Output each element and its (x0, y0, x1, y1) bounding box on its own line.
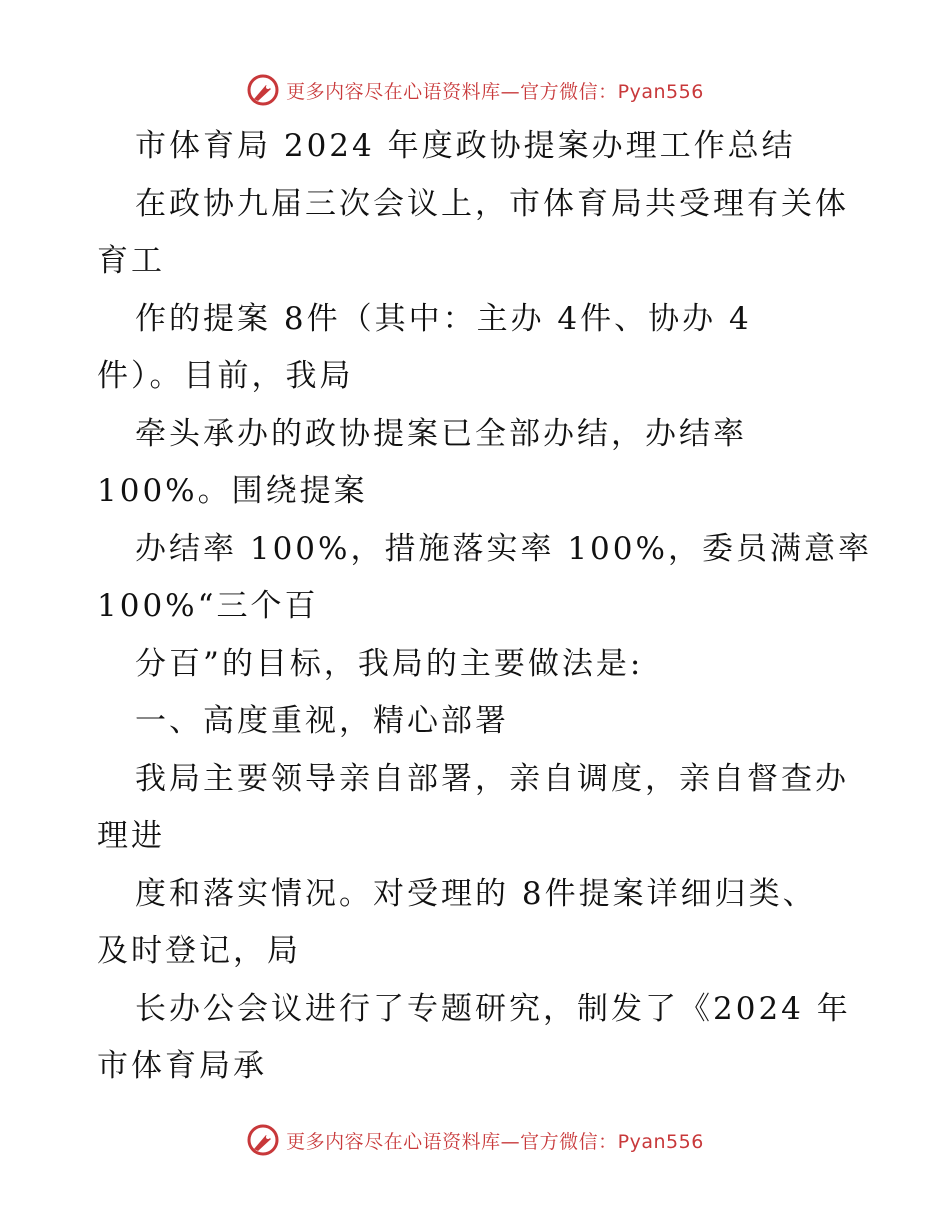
paragraph-line: 育工 (97, 243, 165, 279)
paragraph-line: 在政协九届三次会议上，市体育局共受理有关体 (135, 185, 849, 222)
section-heading: 一、高度重视，精心部署 (135, 703, 509, 739)
pen-nib-logo-icon (246, 73, 280, 107)
header-banner-main: 更多内容尽在心语资料库 (286, 80, 501, 103)
paragraph-line: 我局主要领导亲自部署，亲自调度，亲自督查办 (135, 760, 849, 797)
paragraph-line: 100%“三个百 (97, 588, 319, 624)
paragraph-line: 牵头承办的政协提案已全部办结，办结率 (135, 415, 747, 452)
paragraph-line: 及时登记，局 (97, 933, 301, 969)
footer-banner-dash: — (500, 1130, 521, 1153)
paragraph-line: 作的提案 8件（其中：主办 4件、协办 4 (135, 300, 752, 337)
footer-banner-main: 更多内容尽在心语资料库 (286, 1130, 501, 1153)
header-watermark-banner (0, 70, 950, 110)
paragraph-line: 长办公会议进行了专题研究，制发了《2024 年 (135, 990, 851, 1027)
footer-watermark-banner (0, 1120, 950, 1160)
header-banner-contact: 官方微信：Pyan556 (520, 80, 704, 103)
footer-banner-contact: 官方微信：Pyan556 (520, 1130, 704, 1153)
document-body (97, 118, 877, 1096)
paragraph-line: 分百”的目标，我局的主要做法是: (135, 645, 644, 682)
document-title: 市体育局 2024 年度政协提案办理工作总结 (135, 128, 796, 164)
header-banner-dash: — (500, 80, 521, 103)
header-banner-text (286, 77, 704, 104)
paragraph-line: 办结率 100%，措施落实率 100%，委员满意率 (135, 530, 872, 567)
footer-banner-text (286, 1127, 704, 1154)
paragraph-line: 市体育局承 (97, 1048, 267, 1084)
paragraph-line: 理进 (97, 818, 165, 854)
paragraph-line: 度和落实情况。对受理的 8件提案详细归类、 (135, 875, 817, 912)
pen-nib-logo-icon (246, 1123, 280, 1157)
paragraph-line: 100%。围绕提案 (97, 473, 368, 509)
paragraph-line: 件）。目前，我局 (97, 358, 354, 394)
